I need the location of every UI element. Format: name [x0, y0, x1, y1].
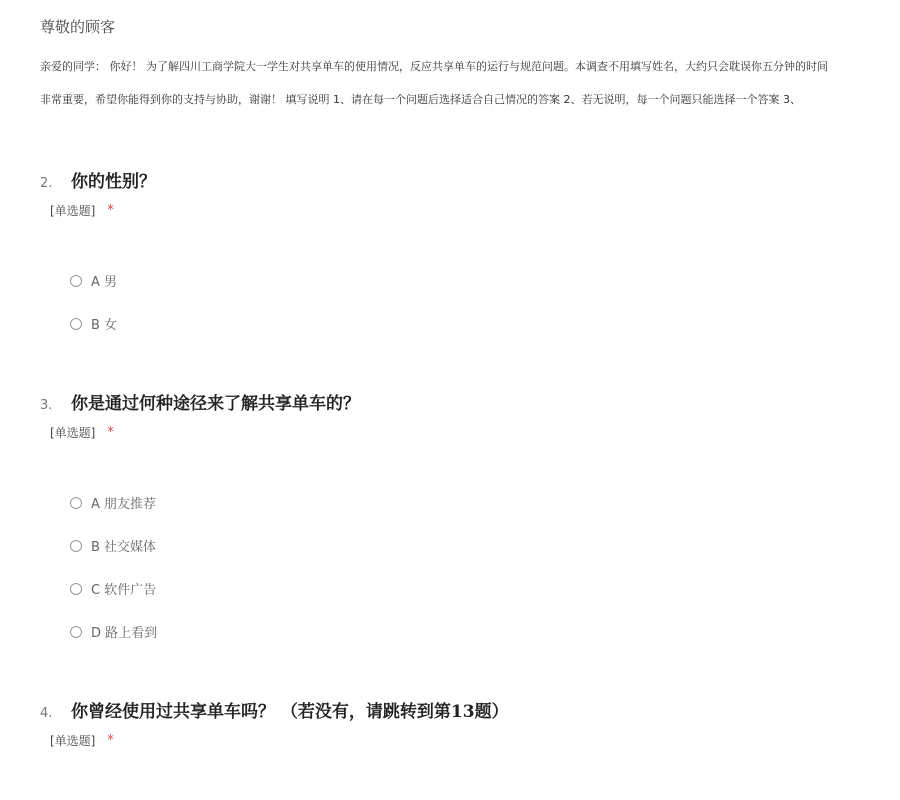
option-seen-on-street[interactable]: [70, 610, 880, 653]
question-2: [40, 167, 880, 345]
option-app-advertising[interactable]: [70, 567, 880, 610]
question-number: 2.: [40, 176, 53, 191]
question-title: 你的性别？: [71, 172, 156, 192]
radio-circle-icon[interactable]: [70, 626, 82, 638]
option-social-media[interactable]: [70, 524, 880, 567]
question-type: [单选题]: [50, 203, 96, 218]
question-type-label: [50, 201, 880, 219]
question-type: [单选题]: [50, 425, 96, 440]
required-marker: *: [107, 424, 114, 440]
question-4: [40, 697, 880, 749]
option-label[interactable]: A 男: [91, 275, 118, 290]
option-label[interactable]: A 朋友推荐: [91, 497, 157, 512]
intro-text-line-1: 亲爱的同学： 你好！ 为了解四川工商学院大一学生对共享单车的使用情况，反应共享单车的运行与规范问题。本调查不用填写姓名，大约只会耽误你五分钟的时间: [40, 60, 828, 73]
radio-circle-icon[interactable]: [70, 318, 82, 330]
options-list: [70, 259, 880, 345]
radio-circle-icon[interactable]: [70, 275, 82, 287]
required-marker: *: [107, 732, 114, 748]
option-label[interactable]: D 路上看到: [91, 626, 158, 641]
question-title: 你曾经使用过共享单车吗？ （若没有，请跳转到第13题）: [71, 702, 509, 722]
question-number: 4.: [40, 706, 53, 721]
required-marker: *: [107, 202, 114, 218]
option-label[interactable]: B 社交媒体: [91, 540, 157, 555]
question-type-label: [50, 731, 880, 749]
radio-circle-icon[interactable]: [70, 497, 82, 509]
question-type-label: [50, 423, 880, 441]
option-label[interactable]: B 女: [91, 318, 118, 333]
question-header: [40, 697, 880, 721]
intro-text-line-2: 非常重要，希望你能得到你的支持与协助，谢谢！ 填写说明 1、请在每一个问题后选择适合自己情况的答案 2、若无说明，每一个问题只能选择一个答案 3、: [40, 93, 801, 106]
question-header: [40, 389, 880, 413]
question-header: [40, 167, 880, 191]
question-3: [40, 389, 880, 653]
question-type: [单选题]: [50, 733, 96, 748]
intro-title: 尊敬的顾客: [40, 18, 116, 36]
question-number: 3.: [40, 398, 53, 413]
radio-circle-icon[interactable]: [70, 540, 82, 552]
question-title: 你是通过何种途径来了解共享单车的？: [71, 394, 360, 414]
radio-circle-icon[interactable]: [70, 583, 82, 595]
option-female[interactable]: [70, 302, 880, 345]
option-label[interactable]: C 软件广告: [91, 583, 157, 598]
option-male[interactable]: [70, 259, 880, 302]
options-list: [70, 481, 880, 653]
option-friend-recommendation[interactable]: [70, 481, 880, 524]
